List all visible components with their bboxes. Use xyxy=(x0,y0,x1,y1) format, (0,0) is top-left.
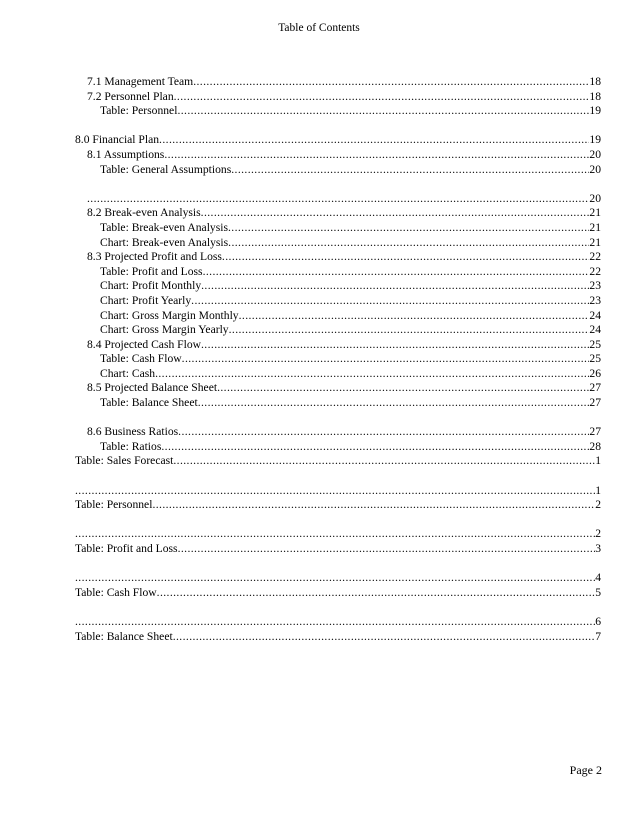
toc-leader-dots xyxy=(201,206,590,221)
toc-entry-page: 26 xyxy=(589,366,601,380)
toc-entry-label: Table: Balance Sheet xyxy=(75,629,173,643)
toc-entry-label: Chart: Profit Yearly xyxy=(100,293,192,307)
toc-entry-page: 27 xyxy=(589,425,601,439)
toc-leader-dots xyxy=(75,615,595,630)
toc-leader-dots xyxy=(177,104,589,119)
toc-leader-dots xyxy=(231,163,589,178)
toc-entry-page: 22 xyxy=(589,264,601,278)
toc-leader-dots xyxy=(198,396,590,411)
toc-entry-page: 22 xyxy=(589,250,601,264)
toc-entry[interactable] xyxy=(75,425,601,440)
toc-entry[interactable] xyxy=(75,206,601,221)
toc-leader-dots xyxy=(193,75,589,90)
toc-entry-page: 24 xyxy=(589,308,601,322)
toc-entry-page: 4 xyxy=(595,571,601,585)
toc-entry-label: Chart: Break-even Analysis xyxy=(100,235,229,249)
toc-entry[interactable] xyxy=(75,396,601,411)
toc-entry-page: 1 xyxy=(595,454,601,468)
toc-leader-dots xyxy=(152,498,595,513)
toc-entry-page: 23 xyxy=(589,279,601,293)
toc-entry-page: 21 xyxy=(589,220,601,234)
toc-leader-dots xyxy=(164,148,589,163)
toc-entry-label: Table: Balance Sheet xyxy=(100,396,198,410)
toc-leader-dots xyxy=(75,484,595,499)
toc-entry[interactable] xyxy=(75,279,601,294)
toc-leader-dots xyxy=(173,454,595,469)
toc-leader-dots xyxy=(173,630,596,645)
toc-leader-dots xyxy=(178,542,596,557)
toc-entry-label: Chart: Profit Monthly xyxy=(100,279,202,293)
toc-entry[interactable] xyxy=(75,309,601,324)
toc-leader-dots xyxy=(75,527,595,542)
toc-entry-label: 8.2 Break-even Analysis xyxy=(87,206,201,220)
toc-entry-label: 8.5 Projected Balance Sheet xyxy=(87,381,218,395)
toc-entry-page: 5 xyxy=(595,585,601,599)
toc-entry-label: Table: Cash Flow xyxy=(100,352,182,366)
toc-leader-dots xyxy=(203,265,590,280)
toc-entry-page: 28 xyxy=(589,439,601,453)
toc-leader-dots xyxy=(157,586,596,601)
toc-leader-dots xyxy=(217,381,589,396)
toc-entry[interactable] xyxy=(75,352,601,367)
toc-entry-page: 20 xyxy=(589,162,601,176)
page-number: Page 2 xyxy=(569,763,602,777)
toc-entry-label: Table: Personnel xyxy=(100,104,178,118)
toc-entry[interactable] xyxy=(75,338,601,353)
toc-entry-page: 2 xyxy=(595,498,601,512)
toc-entry-label: Chart: Gross Margin Monthly xyxy=(100,308,239,322)
toc-entry-label: Table: Sales Forecast xyxy=(75,454,174,468)
toc-entry-page: 6 xyxy=(595,614,601,628)
toc-entry[interactable] xyxy=(75,542,601,557)
toc-entry[interactable] xyxy=(75,250,601,265)
toc-leader-dots xyxy=(228,221,589,236)
toc-entry[interactable] xyxy=(75,527,601,542)
toc-entry-page: 18 xyxy=(589,75,601,88)
toc-entry-page: 20 xyxy=(589,191,601,205)
toc-entry-label: Chart: Gross Margin Yearly xyxy=(100,323,229,337)
toc-entry-label: Table: Personnel xyxy=(75,498,153,512)
toc-leader-dots xyxy=(191,294,589,309)
toc-entry-label: Table: Break-even Analysis xyxy=(100,220,228,234)
toc-leader-dots xyxy=(155,367,589,382)
toc-entry-page: 25 xyxy=(589,337,601,351)
toc-entry[interactable] xyxy=(75,90,601,105)
toc-leader-dots xyxy=(239,309,590,324)
toc-entry[interactable] xyxy=(75,484,601,499)
toc-entry-label: 7.1 Management Team xyxy=(87,75,194,88)
toc-entry-page: 19 xyxy=(589,133,601,147)
toc-leader-dots xyxy=(87,192,589,207)
page-header-title: Table of Contents xyxy=(278,22,360,34)
toc-entry-page: 7 xyxy=(595,629,601,643)
toc-entry-page: 27 xyxy=(589,396,601,410)
toc-leader-dots xyxy=(178,425,589,440)
toc-entry[interactable] xyxy=(75,586,601,601)
toc-entry-label: 8.6 Business Ratios xyxy=(87,425,179,439)
toc-leader-dots xyxy=(201,338,589,353)
toc-leader-dots xyxy=(174,90,590,105)
toc-entry[interactable] xyxy=(75,630,601,645)
toc-entry-label: 8.4 Projected Cash Flow xyxy=(87,337,201,351)
toc-entry-page: 24 xyxy=(589,323,601,337)
toc-entry-page: 25 xyxy=(589,352,601,366)
toc-entry-page: 1 xyxy=(595,483,601,497)
toc-entry-page: 2 xyxy=(595,527,601,541)
toc-entry-label: 8.0 Financial Plan xyxy=(75,133,160,147)
toc-entry[interactable] xyxy=(75,454,601,469)
toc-entry[interactable] xyxy=(75,571,601,586)
toc-entry-label: Table: Profit and Loss xyxy=(75,542,178,555)
toc-entry[interactable] xyxy=(75,133,601,148)
toc-entry-label: 8.1 Assumptions xyxy=(87,147,165,161)
toc-entry-label: Table: Cash Flow xyxy=(75,585,157,599)
toc-entry-label: Table: General Assumptions xyxy=(100,162,232,176)
toc-leader-dots xyxy=(182,352,590,367)
toc-entry-page: 19 xyxy=(589,104,601,118)
toc-entry-page: 23 xyxy=(589,293,601,307)
toc-entry[interactable] xyxy=(75,498,601,513)
toc-entry[interactable] xyxy=(75,381,601,396)
toc-leader-dots xyxy=(229,323,590,338)
table-of-contents xyxy=(75,75,601,644)
toc-entry-label: 7.2 Personnel Plan xyxy=(87,89,174,103)
toc-entry-page: 27 xyxy=(589,381,601,395)
toc-entry[interactable] xyxy=(75,440,601,455)
toc-entry[interactable] xyxy=(75,104,601,119)
toc-entry-page: 21 xyxy=(589,235,601,249)
toc-leader-dots xyxy=(161,440,589,455)
toc-entry[interactable] xyxy=(75,192,601,207)
toc-entry-page: 18 xyxy=(589,89,601,103)
toc-entry-page: 21 xyxy=(589,206,601,220)
toc-entry-label: 8.3 Projected Profit and Loss xyxy=(87,250,222,264)
toc-entry[interactable] xyxy=(75,236,601,251)
toc-leader-dots xyxy=(75,571,595,586)
toc-entry-label: Table: Ratios xyxy=(100,439,162,453)
toc-entry-label: Table: Profit and Loss xyxy=(100,264,203,278)
toc-entry[interactable] xyxy=(75,148,601,163)
toc-entry[interactable] xyxy=(75,615,601,630)
toc-entry-label: Chart: Cash xyxy=(100,366,156,380)
toc-leader-dots xyxy=(228,236,589,251)
toc-entry[interactable] xyxy=(75,323,601,338)
toc-entry[interactable] xyxy=(75,294,601,309)
toc-leader-dots xyxy=(222,250,589,265)
toc-entry[interactable] xyxy=(75,367,601,382)
toc-entry[interactable] xyxy=(75,221,601,236)
toc-entry[interactable] xyxy=(75,265,601,280)
toc-entry-page: 3 xyxy=(595,542,601,555)
toc-leader-dots xyxy=(159,133,589,148)
toc-entry[interactable] xyxy=(75,75,601,90)
toc-leader-dots xyxy=(201,279,589,294)
toc-entry-page: 20 xyxy=(589,147,601,161)
toc-entry[interactable] xyxy=(75,163,601,178)
